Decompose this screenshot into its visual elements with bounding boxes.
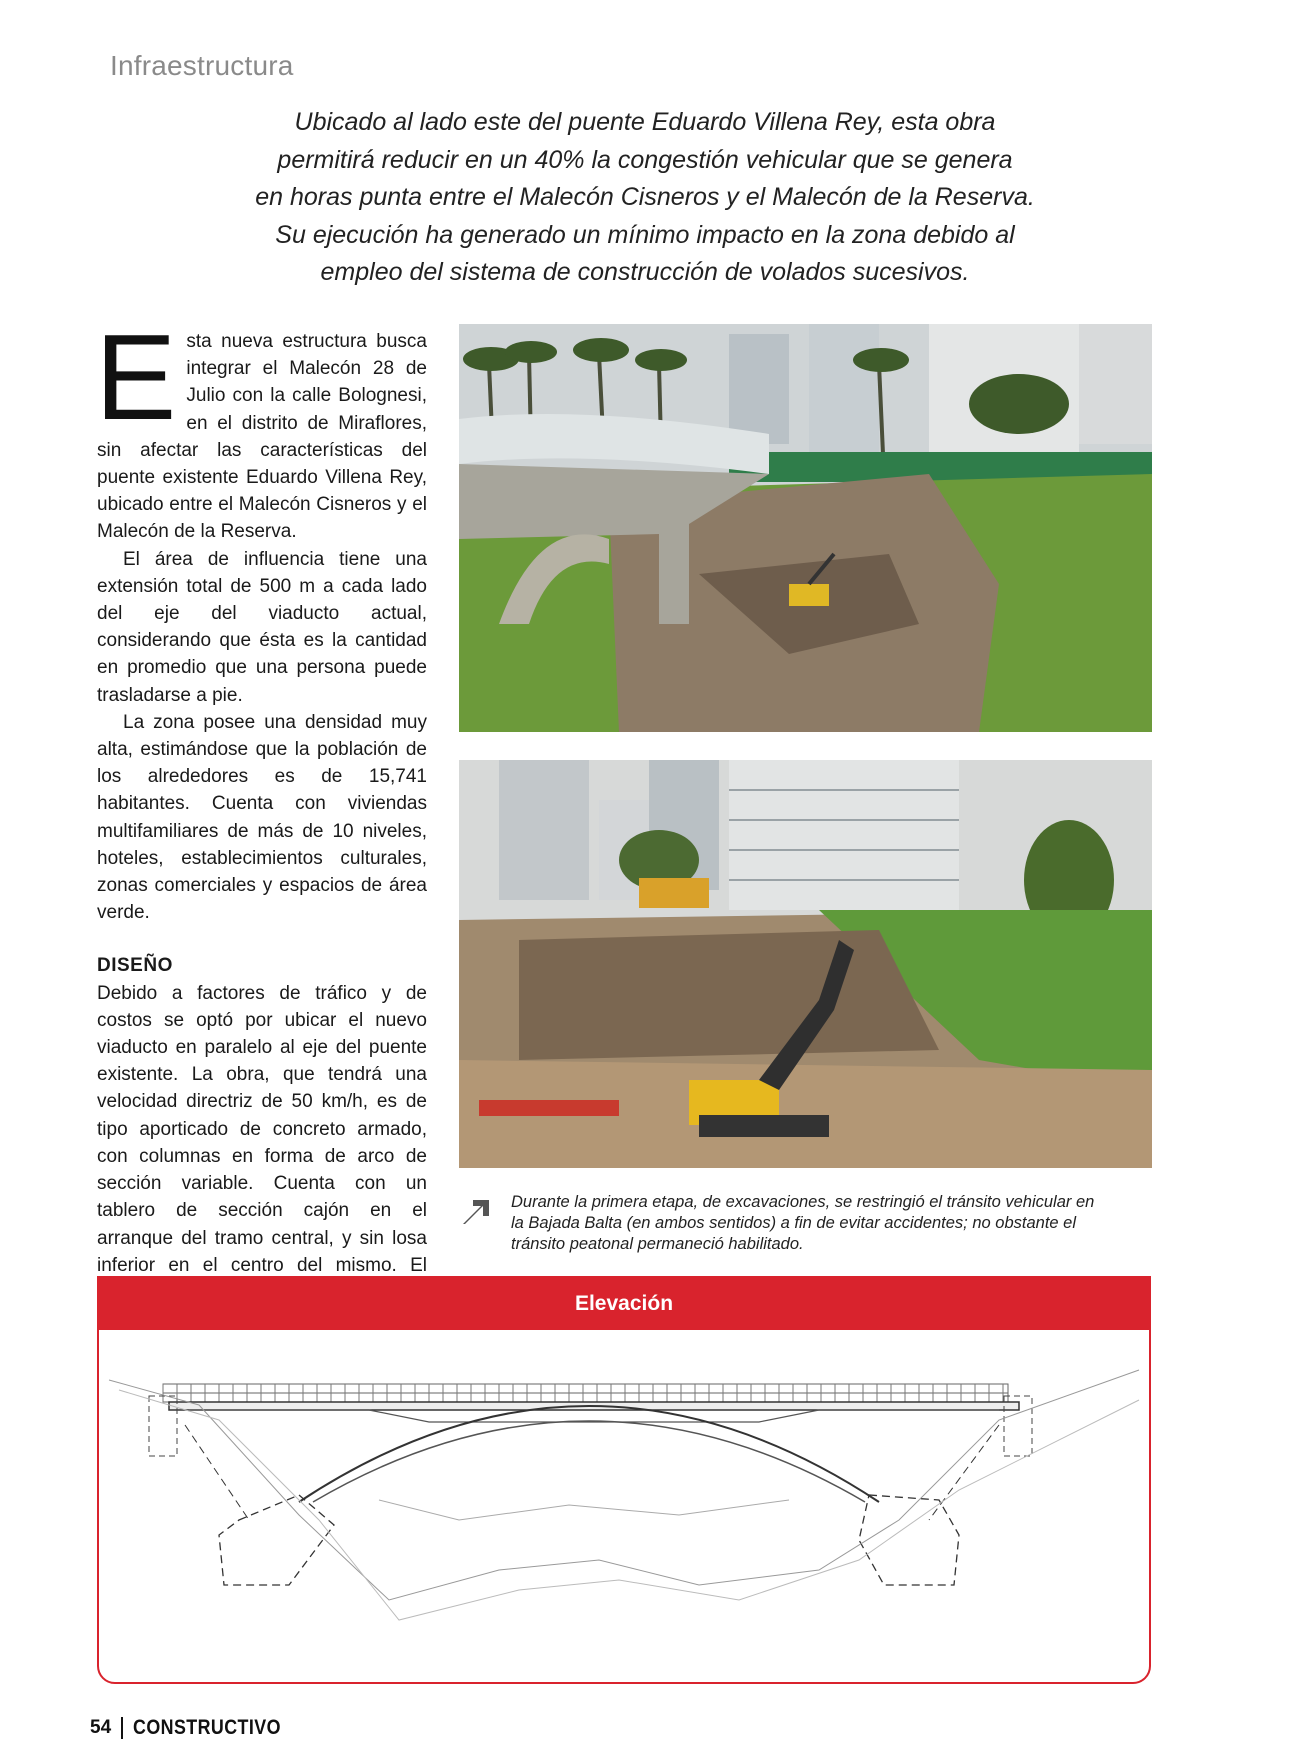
photo-caption [511, 1192, 1151, 1255]
caption-line: la Bajada Balta (en ambos sentidos) a fin de evitar accidentes; no obstante el [511, 1214, 1077, 1232]
article-body [95, 309, 427, 1306]
paragraph-4: Debido a factores de tráfico y de costos se optó por ubicar el nuevo viaducto en paralelo al eje del puente existente. La obra, que tendrá una velocidad directriz de 50 km/h, es de tipo aporticado de concreto armado, con columnas en forma de arco de sección variable. Cuenta con un tablero de sección cajón en el arranque del tramo central, y sin losa inferior en el centro del mismo. El [97, 982, 427, 1276]
caption-arrow-icon [459, 1194, 495, 1230]
caption-line: Durante la primera etapa, de excavaciones, se restringió el tránsito vehicular en [511, 1193, 1095, 1211]
elevation-drawing [99, 1330, 1149, 1682]
lead-line: permitirá reducir en un 40% la congestión vehicular que se genera [277, 145, 1013, 174]
footer-divider [121, 1717, 123, 1739]
elevation-figure [97, 1276, 1151, 1684]
paragraph-2: El área de influencia tiene una extensión total de 500 m a cada lado del eje del viaducto actual, considerando que ésta es la cantidad en promedio que una persona puede trasladarse a pie. [97, 548, 427, 706]
subheading-diseno: DISEÑO [97, 955, 173, 977]
photo-excavator-site [459, 760, 1152, 1168]
section-label: Infraestructura [110, 50, 294, 81]
paragraph-3: La zona posee una densidad muy alta, estimándose que la población de los alrededores es de 15,741 habitantes. Cuenta con viviendas multifamiliares de más de 10 niveles, hoteles, establecimientos culturales, zonas comerciales y espacios de área verde. [97, 711, 427, 924]
caption-line: tránsito peatonal permaneció habilitado. [511, 1235, 804, 1253]
drop-cap: E [95, 309, 177, 445]
lead-line: Su ejecución ha generado un mínimo impacto en la zona debido al [275, 220, 1015, 249]
photo-bridge-excavation [459, 324, 1152, 732]
page-number: 54 [90, 1717, 112, 1738]
page-footer [90, 1716, 307, 1740]
lead-paragraph [200, 104, 1090, 292]
lead-line: empleo del sistema de construcción de volados sucesivos. [320, 258, 970, 286]
magazine-name: CONSTRUCTIVO [132, 1716, 281, 1739]
lead-line: en horas punta entre el Malecón Cisneros y el Malecón de la Reserva. [255, 183, 1035, 211]
paragraph-1-text: sta nueva estructura busca integrar el Malecón 28 de Julio con la calle Bolognesi, en el distrito de Miraflores, sin afectar las características del puente existente Eduardo Villena Rey, ubicado entre el Malecón Cisneros y el Malecón de la Reserva. [97, 331, 427, 543]
paragraph-1 [95, 309, 427, 546]
lead-line: Ubicado al lado este del puente Eduardo Villena Rey, esta obra [294, 108, 996, 136]
figure-title: Elevación [99, 1278, 1149, 1330]
